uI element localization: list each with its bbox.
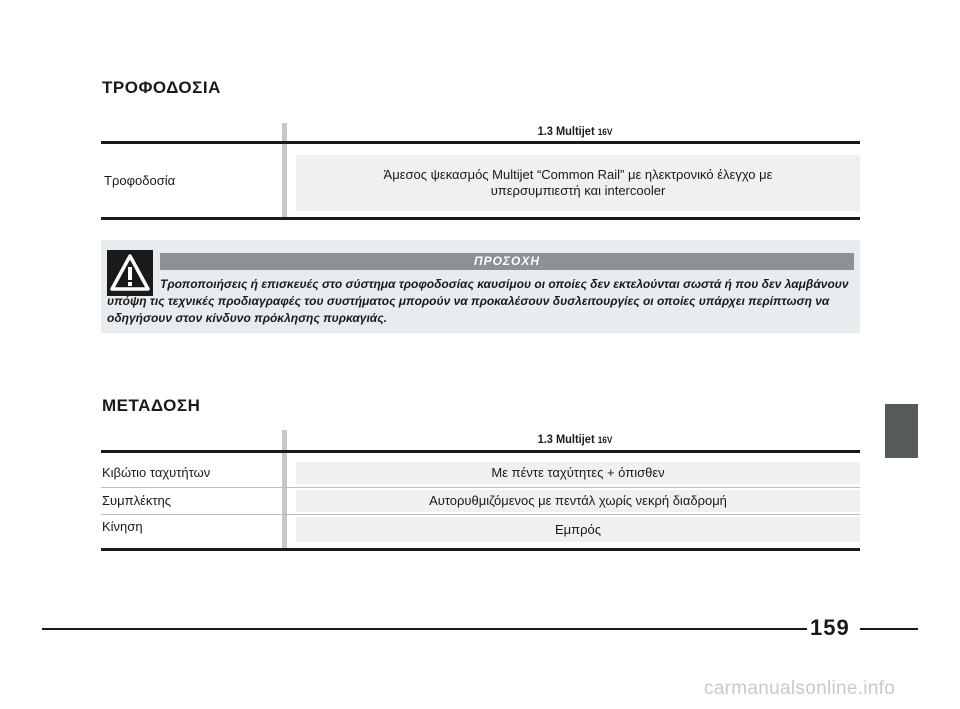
transmission-table-top-rule: [101, 450, 860, 453]
row-separator: [101, 487, 860, 488]
fuel-engine-sub: 16V: [597, 127, 613, 137]
transmission-engine-sub: 16V: [597, 435, 613, 445]
transmission-row-value: Με πέντε ταχύτητες + όπισθεν: [296, 462, 860, 484]
transmission-row-value: Εμπρός: [296, 517, 860, 542]
transmission-heading: ΜΕΤΑΔΟΣΗ: [102, 396, 201, 415]
transmission-row-value: Αυτορυθμιζόμενος με πεντάλ χωρίς νεκρή διαδρομή: [296, 490, 860, 512]
transmission-column-header: [313, 432, 837, 446]
fuel-engine-label: 1.3 Multijet: [537, 124, 595, 138]
footer-rule-left: [42, 628, 807, 630]
transmission-engine-label: 1.3 Multijet: [537, 432, 595, 446]
footer-rule-right: [860, 628, 918, 630]
chapter-tab: [885, 404, 918, 458]
fuel-column-header: [313, 124, 837, 138]
fuel-row-value-text: Άμεσος ψεκασμός Multijet “Common Rail” με ηλεκτρονικό έλεγχο με υπερσυμπιεστή και intercooler: [383, 167, 773, 198]
fuel-table-bottom-rule: [101, 217, 860, 220]
fuel-row-label: Τροφοδοσία: [104, 173, 176, 188]
transmission-row-label: Κίνηση: [102, 519, 143, 534]
page-number: 159: [810, 615, 850, 640]
fuel-column-divider: [282, 123, 287, 220]
transmission-table-bottom-rule: [101, 548, 860, 551]
transmission-row-label: Κιβώτιο ταχυτήτων: [102, 465, 211, 480]
transmission-row-label: Συμπλέκτης: [102, 493, 172, 508]
watermark: carmanualsonline.info: [704, 678, 896, 699]
warning-text: Τροποποιήσεις ή επισκευές στο σύστημα τροφοδοσίας καυσίμου οι οποίες δεν εκτελούνται σωστά ή που δεν λαμβάνουν υπόψη τις τεχνικές προδιαγραφές του συστήματος μπορούν να προκαλέσουν δυσλειτουργίες οι οποίες υπάρχει περίπτωση να οδηγήσουν στον κίνδυνο πρόκλησης πυρκαγιάς.: [107, 277, 849, 325]
fuel-row-value: [296, 155, 860, 211]
fuel-table-top-rule: [101, 141, 860, 144]
warning-title: ΠΡΟΣΟΧΗ: [160, 253, 854, 270]
transmission-column-divider: [282, 430, 287, 551]
fuel-heading: ΤΡΟΦΟΔΟΣΙΑ: [102, 78, 221, 97]
row-separator: [101, 514, 860, 515]
